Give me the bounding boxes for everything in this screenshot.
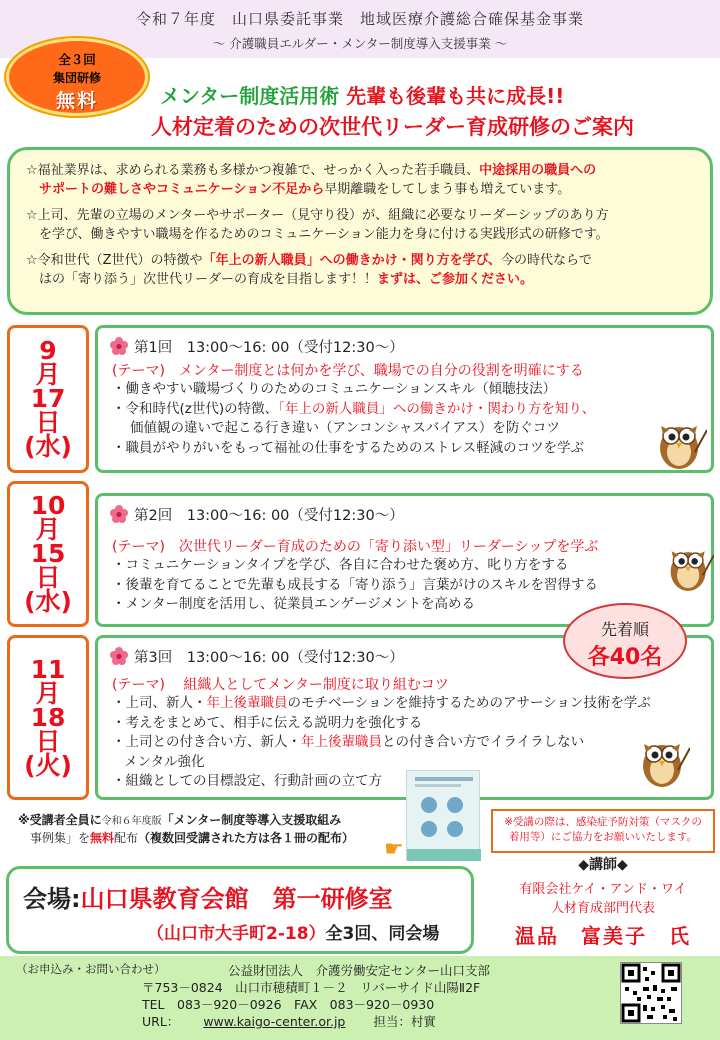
- topic-text: ・上司との付き合い方、新人・: [112, 734, 301, 750]
- lecturer-role: 人材育成部門代表: [550, 901, 655, 916]
- date-day-label: 日: [35, 563, 61, 592]
- date-month: 9: [39, 336, 57, 365]
- contact-address: 〒753－0824 山口市穂積町１－２ リバーサイド山陽Ⅱ2F: [142, 980, 481, 995]
- url-label: URL：: [142, 1014, 180, 1029]
- intro-text: 今の時代ならで: [501, 253, 592, 268]
- session-theme: (テーマ) 組織人としてメンター制度に取り組むコツ: [112, 677, 449, 693]
- session-head: [110, 502, 703, 526]
- venue-address-line: [147, 919, 471, 944]
- date-day-label: 日: [35, 726, 61, 756]
- materials-note: [18, 812, 354, 847]
- intro-text: 早期離職をしてしまう事も増えています。: [324, 181, 571, 197]
- session-topics: [106, 380, 703, 458]
- intro-highlight: まずは、ご参加ください。: [377, 271, 534, 287]
- note-text: 配布: [114, 831, 139, 845]
- session1-date: [7, 325, 89, 473]
- owl-icon: [655, 412, 707, 476]
- date-day: 18: [30, 702, 66, 732]
- topic-item: ・コミュニケーションタイプを学び、各自に合わせた褒め方、叱り方をする: [112, 557, 569, 573]
- lecturer-company: 有限会社ケイ・アンド・ワイ: [519, 882, 687, 897]
- title-red: 先輩も後輩も共に成長!!: [346, 84, 565, 108]
- topic-item: ・職員がやりがいをもって福祉の仕事をするためのストレス軽減のコツを学ぶ: [112, 439, 585, 456]
- venue-label: 会場:: [23, 885, 81, 913]
- intro-highlight: 「年上の新人職員」への働きかけ・関り方を学び、: [202, 253, 502, 268]
- main-title-line1: [160, 80, 564, 109]
- badge-line1: 全３回: [58, 52, 96, 67]
- date-month-label: 月: [35, 515, 61, 544]
- intro-text: ☆上司、先輩の立場のメンターやサポーター（見守り役）が、組織に必要なリーダーシップのあり方: [26, 208, 609, 223]
- topic-text: との付き合い方でイライラしない: [382, 734, 585, 750]
- topic-item-cont: 価値観の違いで起こる行き違い（アンコンシャスバイアス）を防ぐコツ: [130, 420, 560, 436]
- intro-text: ☆福祉業界は、求められる業務も多様かつ複雑で、せっかく入った若手職員、: [26, 163, 480, 178]
- flower-icon: [110, 647, 128, 665]
- flower-icon: [110, 337, 128, 355]
- venue-name-line: [23, 879, 471, 914]
- topic-item: [112, 400, 703, 420]
- date-month-label: 月: [35, 678, 61, 708]
- date-month-label: 月: [35, 360, 61, 389]
- capacity-badge: [563, 603, 687, 679]
- topic-item: [112, 733, 703, 753]
- badge-line2: 集団研修: [52, 71, 101, 85]
- note-text: 「メンター制度等導入支援取組み: [161, 813, 342, 827]
- session2-date: [7, 481, 89, 627]
- topic-item: ・組織としての目標設定、行動計画の立て方: [112, 773, 382, 789]
- intro-box: [7, 147, 713, 315]
- qr-code-icon[interactable]: [620, 962, 682, 1024]
- badge-line3: 無料: [55, 90, 98, 112]
- contact-url-row: [142, 1012, 436, 1030]
- intro-text: ☆令和世代（Z世代）の特徴や: [26, 253, 203, 268]
- contact-person: 担当：村實: [373, 1014, 436, 1029]
- contact-org: 公益財団法人 介護労働安定センター山口支部: [228, 963, 491, 978]
- intro-highlight: サポートの難しさやコミュニケーション不足から: [39, 181, 325, 197]
- topic-item-cont: メンタル強化: [124, 753, 205, 770]
- session-head: [110, 334, 703, 358]
- capacity-line1: 先着順: [600, 620, 649, 639]
- header-line1: 令和７年度 山口県委託事業 地域医療介護総合確保基金事業: [135, 10, 584, 28]
- session-time: 第3回 13:00～16: 00（受付12:30～）: [134, 649, 404, 666]
- intro-paragraph-1: [26, 162, 696, 199]
- intro-text: はの「寄り添う」次世代リーダーの育成を目指します！！: [39, 271, 378, 287]
- topic-highlight: 「年上の新人職員」への働きかけ・関わり方を知り、: [278, 400, 596, 417]
- lecturer-name: 温品 富美子 氏: [515, 924, 691, 948]
- topic-highlight: 年上後輩職員: [301, 734, 382, 750]
- booklet-image: [406, 770, 480, 860]
- intro-paragraph-3: [26, 252, 696, 289]
- intro-text: を学び、働きやすい職場を作るためのコミュニケーション能力を身に付ける実践形式の研修です。: [39, 226, 609, 242]
- topic-item: ・後輩を育てることで先輩も成長する「寄り添う」言葉がけのスキルを習得する: [112, 576, 598, 593]
- topic-text: ・上司、新人・: [112, 695, 207, 711]
- venue-name: 山口県教育会館 第一研修室: [80, 885, 393, 913]
- venue-suffix: 全3回、同会場: [325, 924, 440, 944]
- lecturer-heading: ◆講師◆: [578, 857, 628, 873]
- topic-item: [112, 694, 703, 714]
- header-line2: ～ 介護職員エルダー・メンター制度導入支援事業 ～: [212, 36, 508, 51]
- owl-icon: [638, 730, 690, 794]
- note-small: 令和６年度版: [101, 816, 162, 827]
- intro-paragraph-2: [26, 207, 696, 244]
- venue-address: （山口市大手町2-18）: [147, 924, 326, 944]
- date-month: 10: [30, 491, 66, 520]
- session-topics: [106, 694, 703, 792]
- session-theme: (テーマ) 次世代リーダー育成のための「寄り添い型」リーダーシップを学ぶ: [112, 539, 599, 555]
- free-badge: [6, 38, 148, 116]
- topic-text: のモチベーションを維持するためのアサーション技術を学ぶ: [287, 695, 651, 711]
- flower-icon: [110, 505, 128, 523]
- date-day-label: 日: [35, 408, 61, 437]
- lecturer-info: [492, 854, 714, 949]
- topic-item: ・考えをまとめて、相手に伝える説明力を強化する: [112, 714, 423, 731]
- capacity-line2: 各40名: [587, 645, 663, 670]
- owl-icon: [666, 538, 714, 598]
- topic-text: ・令和時代(z世代)の特徴、: [112, 400, 279, 417]
- infection-note: ※受講の際は、感染症予防対策（マスクの着用等）にご協力をお願いいたします。: [491, 809, 715, 853]
- contact-label: （お申込み・お問い合わせ）: [16, 962, 166, 976]
- hand-pointer-icon: ☛: [384, 837, 404, 862]
- note-text: 事例集」を: [30, 831, 91, 845]
- contact-phone: TEL 083－920－0926 FAX 083－920－0930: [142, 997, 435, 1012]
- date-day: 17: [30, 384, 66, 413]
- session3-date: [7, 635, 89, 800]
- contact-footer: [0, 956, 720, 1040]
- topic-item: ・働きやすい職場づくりのためのコミュニケーションスキル（傾聴技法）: [112, 381, 557, 397]
- note-highlight: 無料: [90, 831, 115, 845]
- note-text: （複数回受講された方は各１冊の配布）: [138, 831, 355, 845]
- session-time: 第1回 13:00～16: 00（受付12:30～）: [134, 339, 404, 356]
- date-day: 15: [30, 539, 66, 568]
- intro-highlight: 中途採用の職員への: [479, 163, 597, 178]
- date-weekday: (水): [24, 432, 72, 461]
- venue-box: [6, 866, 474, 954]
- url-link[interactable]: www.kaigo-center.or.jp: [203, 1014, 346, 1029]
- main-title-line2: 人材定着のための次世代リーダー育成研修のご案内: [151, 115, 634, 139]
- session1-box: [95, 325, 714, 473]
- title-green: メンター制度活用術: [160, 84, 340, 108]
- date-weekday: (火): [24, 750, 72, 780]
- date-weekday: (水): [24, 587, 72, 616]
- topic-item: ・メンター制度を活用し、従業員エンゲージメントを高める: [112, 596, 476, 612]
- note-text: ※受講者全員に: [18, 813, 102, 827]
- topic-highlight: 年上後輩職員: [206, 695, 288, 711]
- date-month: 11: [30, 654, 66, 684]
- session-theme: (テーマ) メンター制度とは何かを学び、職場での自分の役割を明確にする: [112, 363, 584, 379]
- session-time: 第2回 13:00～16: 00（受付12:30～）: [134, 507, 404, 524]
